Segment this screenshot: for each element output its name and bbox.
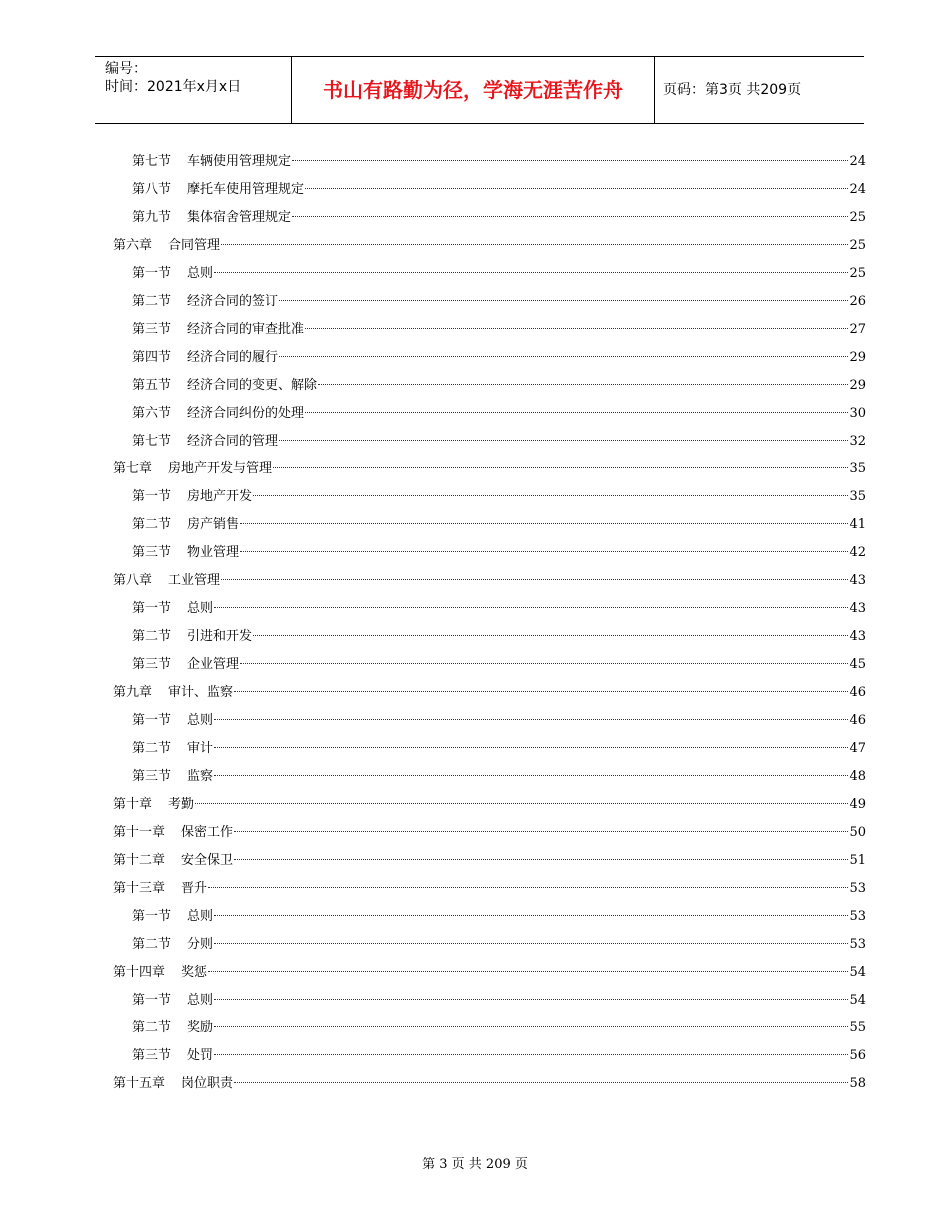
toc-section-entry[interactable] [132, 539, 866, 567]
toc-entry-page: 58 [849, 1076, 866, 1092]
toc-entry-title: 经济合同的审查批准 [187, 321, 305, 337]
toc-entry-number: 第一节 [132, 992, 172, 1008]
toc-entry-number: 第十三章 [113, 880, 166, 896]
page-footer [0, 1156, 950, 1174]
toc-section-entry[interactable] [132, 511, 866, 539]
toc-section-entry[interactable] [132, 987, 866, 1015]
page-header [95, 56, 864, 124]
toc-section-entry[interactable] [132, 260, 866, 288]
toc-dot-leader [279, 356, 848, 357]
toc-dot-leader [305, 328, 848, 329]
toc-dot-leader [234, 691, 848, 692]
toc-entry-page: 55 [849, 1020, 866, 1036]
toc-section-entry[interactable] [132, 903, 866, 931]
toc-entry-title: 处罚 [187, 1048, 214, 1064]
toc-entry-page: 46 [849, 685, 866, 701]
toc-entry-page: 25 [849, 265, 866, 281]
toc-chapter-entry[interactable] [113, 959, 866, 987]
toc-entry-number: 第一节 [132, 713, 172, 728]
toc-entry-number: 第十一章 [113, 824, 166, 840]
toc-entry-title: 总则 [187, 908, 214, 924]
toc-entry-number: 第六节 [132, 405, 172, 421]
toc-entry-page: 46 [849, 713, 866, 728]
toc-entry-title: 经济合同的签订 [187, 293, 279, 309]
toc-entry-title: 引进和开发 [187, 629, 253, 645]
toc-entry-title: 岗位职责 [181, 1076, 234, 1092]
toc-entry-number: 第三节 [132, 1048, 172, 1064]
toc-entry-page: 47 [849, 740, 866, 756]
toc-entry-number: 第十四章 [113, 964, 166, 980]
toc-entry-number: 第二节 [132, 629, 172, 645]
toc-entry-number: 第六章 [113, 237, 153, 253]
toc-entry-page: 49 [849, 796, 866, 812]
toc-chapter-entry[interactable] [113, 232, 866, 260]
toc-entry-title: 经济合同纠份的处理 [187, 405, 305, 421]
motto-text: 书山有路勤为径，学海无涯苦作舟 [323, 78, 623, 102]
page-code-text: 页码：第3页 共209页 [663, 82, 802, 98]
toc-entry-title: 奖励 [187, 1020, 214, 1036]
header-page-cell [655, 57, 864, 123]
toc-dot-leader [240, 551, 848, 552]
toc-entry-page: 50 [849, 824, 866, 840]
toc-dot-leader [214, 775, 848, 776]
toc-dot-leader [292, 216, 848, 217]
toc-dot-leader [195, 803, 848, 804]
toc-section-entry[interactable] [132, 1042, 866, 1070]
toc-section-entry[interactable] [132, 372, 866, 400]
toc-entry-title: 考勤 [168, 796, 195, 812]
toc-entry-page: 54 [849, 992, 866, 1008]
toc-section-entry[interactable] [132, 707, 866, 735]
toc-entry-number: 第三节 [132, 768, 172, 784]
toc-entry-title: 摩托车使用管理规定 [187, 181, 305, 197]
toc-entry-title: 车辆使用管理规定 [187, 154, 292, 169]
footer-page-number: 第 3 页 共 209 页 [422, 1157, 528, 1172]
doc-number-label: 编号： [105, 61, 147, 77]
toc-entry-page: 32 [849, 433, 866, 449]
toc-dot-leader [240, 663, 848, 664]
toc-entry-number: 第二节 [132, 740, 172, 756]
toc-entry-title: 总则 [187, 601, 214, 617]
toc-dot-leader [279, 440, 848, 441]
toc-entry-page: 45 [849, 657, 866, 673]
date-label: 时间：2021年x月x日 [105, 79, 242, 95]
toc-entry-title: 保密工作 [181, 824, 234, 840]
toc-dot-leader [208, 887, 848, 888]
toc-entry-number: 第一节 [132, 601, 172, 617]
toc-entry-number: 第十五章 [113, 1076, 166, 1092]
toc-dot-leader [279, 300, 848, 301]
toc-entry-title: 晋升 [181, 880, 208, 896]
toc-entry-title: 经济合同的管理 [187, 433, 279, 449]
toc-entry-page: 26 [849, 293, 866, 309]
toc-section-entry[interactable] [132, 400, 866, 428]
toc-chapter-entry[interactable] [113, 567, 866, 595]
toc-entry-title: 总则 [187, 265, 214, 281]
toc-section-entry[interactable] [132, 735, 866, 763]
toc-dot-leader [292, 160, 848, 161]
toc-section-entry[interactable] [132, 148, 866, 176]
toc-section-entry[interactable] [132, 651, 866, 679]
toc-entry-number: 第五节 [132, 377, 172, 393]
toc-entry-page: 42 [849, 545, 866, 561]
toc-entry-number: 第三节 [132, 545, 172, 561]
toc-entry-title: 安全保卫 [181, 852, 234, 868]
toc-section-entry[interactable] [132, 1014, 866, 1042]
toc-entry-title: 经济合同的变更、解除 [187, 377, 318, 393]
toc-entry-number: 第七章 [113, 461, 153, 477]
toc-chapter-entry[interactable] [113, 791, 866, 819]
toc-entry-title: 审计、监察 [168, 685, 234, 701]
toc-dot-leader [273, 467, 848, 468]
toc-entry-title: 奖惩 [181, 964, 208, 980]
toc-entry-title: 审计 [187, 740, 214, 756]
toc-entry-number: 第十章 [113, 796, 153, 812]
toc-entry-number: 第九节 [132, 209, 172, 225]
toc-dot-leader [214, 1054, 848, 1055]
toc-entry-page: 41 [849, 517, 866, 533]
toc-entry-title: 房地产开发与管理 [168, 461, 273, 477]
toc-dot-leader [208, 971, 848, 972]
toc-dot-leader [234, 831, 848, 832]
toc-entry-number: 第九章 [113, 685, 153, 701]
toc-section-entry[interactable] [132, 763, 866, 791]
toc-section-entry[interactable] [132, 595, 866, 623]
toc-entry-title: 房产销售 [187, 517, 240, 533]
toc-entry-number: 第八节 [132, 181, 172, 197]
toc-section-entry[interactable] [132, 316, 866, 344]
toc-entry-number: 第一节 [132, 265, 172, 281]
toc-entry-number: 第十二章 [113, 852, 166, 868]
toc-dot-leader [253, 495, 848, 496]
toc-dot-leader [240, 523, 848, 524]
toc-section-entry[interactable] [132, 344, 866, 372]
toc-entry-page: 24 [849, 181, 866, 197]
toc-entry-page: 54 [849, 964, 866, 980]
toc-dot-leader [305, 188, 848, 189]
toc-dot-leader [234, 859, 848, 860]
toc-entry-number: 第三节 [132, 657, 172, 673]
toc-dot-leader [214, 747, 848, 748]
toc-dot-leader [214, 943, 848, 944]
toc-entry-title: 房地产开发 [187, 489, 253, 505]
toc-entry-page: 35 [849, 461, 866, 477]
toc-section-entry[interactable] [132, 483, 866, 511]
toc-dot-leader [214, 719, 848, 720]
toc-dot-leader [221, 244, 848, 245]
toc-entry-page: 51 [849, 852, 866, 868]
toc-entry-number: 第七节 [132, 433, 172, 449]
toc-entry-page: 29 [849, 377, 866, 393]
toc-entry-page: 29 [849, 349, 866, 365]
header-info-cell [95, 57, 292, 123]
toc-dot-leader [305, 412, 848, 413]
toc-entry-number: 第四节 [132, 349, 172, 365]
toc-entry-page: 56 [849, 1048, 866, 1064]
toc-dot-leader [253, 635, 848, 636]
toc-entry-title: 合同管理 [168, 237, 221, 253]
toc-entry-title: 工业管理 [168, 573, 221, 589]
toc-entry-page: 25 [849, 237, 866, 253]
toc-dot-leader [234, 1082, 848, 1083]
toc-section-entry[interactable] [132, 204, 866, 232]
toc-dot-leader [214, 607, 848, 608]
toc-entry-number: 第二节 [132, 1020, 172, 1036]
toc-dot-leader [214, 272, 848, 273]
toc-entry-page: 35 [849, 489, 866, 505]
toc-entry-number: 第二节 [132, 517, 172, 533]
toc-entry-page: 27 [849, 321, 866, 337]
toc-entry-number: 第三节 [132, 321, 172, 337]
toc-dot-leader [214, 915, 848, 916]
toc-section-entry[interactable] [132, 623, 866, 651]
header-motto-cell [292, 57, 655, 123]
toc-entry-number: 第二节 [132, 936, 172, 952]
toc-entry-page: 43 [849, 573, 866, 589]
toc-entry-page: 53 [849, 936, 866, 952]
toc-entry-page: 43 [849, 629, 866, 645]
toc-section-entry[interactable] [132, 176, 866, 204]
toc-chapter-entry[interactable] [113, 875, 866, 903]
toc-dot-leader [318, 384, 848, 385]
toc-entry-page: 48 [849, 768, 866, 784]
toc-entry-page: 53 [849, 908, 866, 924]
toc-section-entry[interactable] [132, 288, 866, 316]
toc-chapter-entry[interactable] [113, 847, 866, 875]
toc-entry-title: 物业管理 [187, 545, 240, 561]
toc-entry-title: 总则 [187, 992, 214, 1008]
toc-entry-page: 30 [849, 405, 866, 421]
toc-section-entry[interactable] [132, 428, 866, 456]
toc-chapter-entry[interactable] [113, 679, 866, 707]
toc-entry-title: 集体宿舍管理规定 [187, 209, 292, 225]
toc-entry-title: 监察 [187, 768, 214, 784]
toc-entry-title: 经济合同的履行 [187, 349, 279, 365]
toc-entry-title: 企业管理 [187, 657, 240, 673]
toc-dot-leader [221, 579, 848, 580]
toc-entry-number: 第八章 [113, 573, 153, 589]
toc-entry-title: 总则 [187, 713, 214, 728]
toc-entry-number: 第七节 [132, 154, 172, 169]
toc-entry-page: 53 [849, 880, 866, 896]
toc-entry-number: 第一节 [132, 908, 172, 924]
toc-section-entry[interactable] [132, 931, 866, 959]
toc-entry-title: 分则 [187, 936, 214, 952]
toc-chapter-entry[interactable] [113, 819, 866, 847]
toc-entry-page: 24 [849, 154, 866, 169]
toc-entry-page: 43 [849, 601, 866, 617]
toc-chapter-entry[interactable] [113, 455, 866, 483]
toc-entry-number: 第二节 [132, 293, 172, 309]
toc-dot-leader [214, 999, 848, 1000]
toc-entry-page: 25 [849, 209, 866, 225]
toc-dot-leader [214, 1026, 848, 1027]
toc-entry-number: 第一节 [132, 489, 172, 505]
toc-chapter-entry[interactable] [113, 1070, 866, 1098]
